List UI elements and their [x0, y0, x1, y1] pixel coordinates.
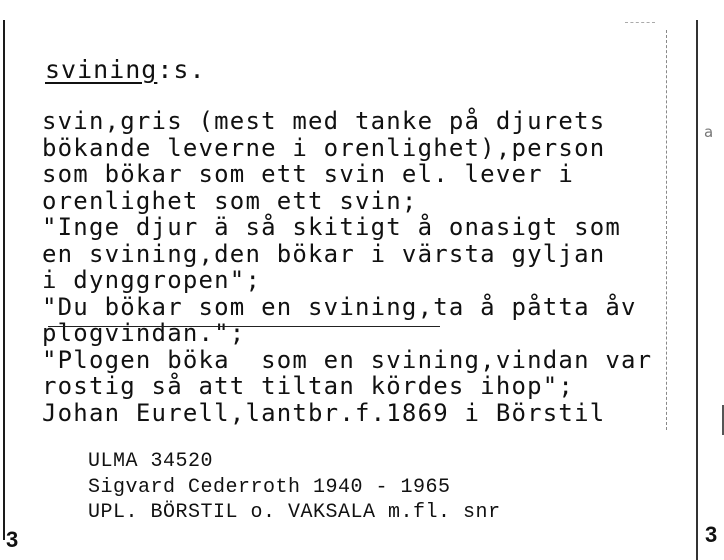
definition-line: "Du bökar som en svining,ta å påtta åv [42, 292, 637, 321]
definition-text [42, 108, 672, 426]
card-number-left: 3 [6, 527, 19, 552]
definition-line: plogvindan."; [42, 319, 246, 347]
definition-line: bökande leverne i orenlighet),person [42, 133, 606, 162]
archive-info [88, 449, 501, 526]
stray-mark: a [704, 123, 714, 141]
card-number-right: 3 [705, 522, 718, 547]
definition-line: svin,gris (mest med tanke på djurets [42, 107, 606, 135]
headword [45, 55, 206, 84]
archive-location: UPL. BÖRSTIL o. VAKSALA m.fl. snr [88, 501, 501, 524]
headword-suffix: :s. [157, 55, 206, 84]
definition-line: som bökar som ett svin el. lever i [42, 160, 575, 188]
definition-line: "Inge djur ä så skitigt å onasigt som [42, 213, 622, 241]
definition-line: i dynggropen"; [42, 266, 262, 294]
handwritten-underline [48, 326, 440, 327]
definition-line: en svining,den bökar i värsta gyljan [42, 239, 606, 268]
archive-id: ULMA 34520 [88, 450, 214, 473]
card-right-edge [696, 20, 698, 560]
card-left-border [3, 20, 5, 540]
definition-line: Johan Eurell,lantbr.f.1869 i Börstil [42, 398, 606, 427]
headword-word: svining [45, 55, 158, 84]
top-dash-mark [625, 22, 655, 23]
definition-line: rostig så att tiltan kördes ihop"; [42, 372, 575, 400]
definition-line: orenlighet som ett svin; [42, 186, 418, 215]
archive-collector: Sigvard Cederroth 1940 - 1965 [88, 475, 451, 499]
definition-line: "Plogen böka som en svining,vindan var [42, 345, 653, 374]
